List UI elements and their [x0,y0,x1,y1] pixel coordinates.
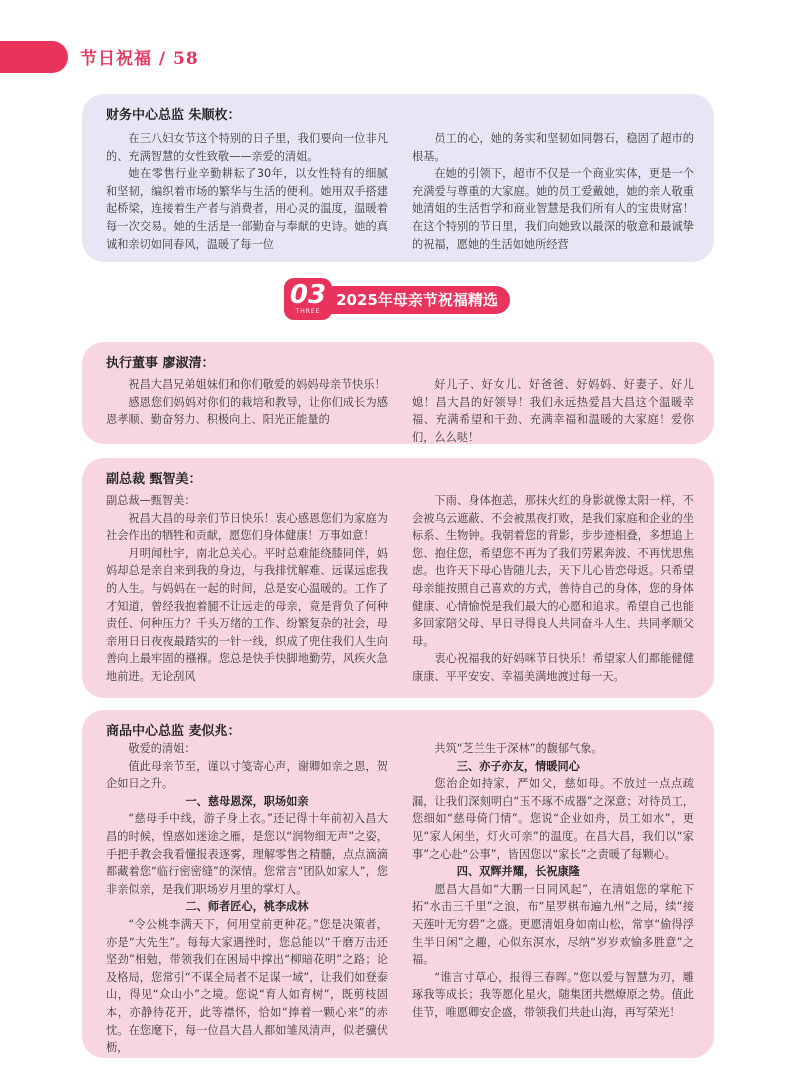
message-column-left [106,130,388,253]
page-header-title: 节日祝福 / 58 [80,49,199,69]
paragraph: 副总裁—甄智美： [106,494,196,507]
paragraph: 祝昌大昌兄弟姐妹们和你们敬爱的妈妈母亲节快乐！ [128,378,386,391]
paragraph: “令公桃李满天下，何用堂前更种花。”您是决策者，亦是“大先生”。每每大家遇挫时，您总能以“千磨万击还坚劲”相勉，带领我们在困局中撑出“柳暗花明”之路；论及格局，您常引“不谋全局者不足谋一域”，让我们如登泰山，得见“众山小”之境。您说“育人如育树”，既剪枝固本，亦静待花开，此等襟怀，恰如“捧着一颗心来”的赤忱。在您麾下，每一位昌大昌人都如雏凤清声，似老骥伏枥， [106,917,388,1055]
author-name: 执行董事 廖淑清： [106,356,215,371]
author-name: 财务中心总监 朱顺枚： [106,108,241,123]
paragraph: 敬爱的清姐： [128,742,196,755]
section-heading [284,276,524,324]
author-name: 商品中心总监 麦似兆： [106,724,241,739]
paragraph: 在她的引领下，超市不仅是一个商业实体，更是一个充满爱与尊重的大家庭。她的员工爱戴她，她的亲人敬重她清姐的生活哲学和商业智慧是我们所有人的宝贵财富！在这个特别的节日里，我们向她致以最深的敬意和最诚挚的祝福，愿她的生活如她所经营 [412,167,694,251]
paragraph: 感恩您们妈妈对你们的栽培和教导，让你们成长为感恩孝顺、勤奋努力、积极向上、阳光正能量的 [106,395,388,427]
subheading: 二、师者匠心，桃李成林 [185,900,309,914]
message-box-finance [82,94,714,262]
subheading: 四、双辉并耀，长祝康隆 [456,865,580,879]
message-column-left [106,492,388,686]
message-column-right [412,130,694,253]
subheading: 一、慈母恩深，职场如亲 [185,794,309,808]
paragraph: 她在零售行业辛勤耕耘了30年，以女性特有的细腻和坚韧，编织着市场的繁华与生活的便利。她用双手搭建起桥梁，连接着生产者与消费者，用心灵的温度，温暖着每一次交易。她的生活是一部勤奋与奉献的史诗。她的真诚和亲切如同春风，温暖了每一位 [106,167,388,251]
message-box-merchandise [82,710,714,1058]
paragraph: “慈母手中线，游子身上衣。”还记得十年前初入昌大昌的时候，惶惑如迷途之雁，是您以“润物细无声”之姿，手把手教会我看懂报表逐雾，理解零售之精髓，点点滴滴都藏着您“临行密密缝”的深情。您常言“团队如家人”，您非亲似亲，是我们职场岁月里的掌灯人。 [106,812,388,896]
message-column-right [412,740,694,1022]
paragraph: 下雨、身体抱恙，那抹火红的身影就像太阳一样，不会被乌云遮蔽、不会被黑夜打败，是我们家庭和企业的坐标系、生物钟。我朝着您的背影，步步迹相叠，多想追上您、抱住您，希望您不再为了我们劳累奔波、不再忧思焦虑。也许天下母心皆随儿去，天下儿心皆恋母返。只希望母亲能按照自己喜欢的方式，善待自己的身体，您的身体健康、心情愉悦是我们最大的心愿和追求。希望自己也能多回家陪父母、早日寻得良人共同奋斗人生、共同孝顺父母。 [412,494,694,648]
paragraph: 员工的心，她的务实和坚韧如同磐石，稳固了超市的根基。 [412,132,694,163]
header-accent-bar [0,41,68,73]
message-box-vice-president [82,458,714,698]
author-name: 副总裁 甄智美： [106,472,202,487]
paragraph: 月明闻杜宇，南北总关心。平时总难能绕膝同伴，妈妈却总是亲自来到我的身边，与我排忧解难、远谋远虑我的人生。与妈妈在一起的时间，总是安心温暖的。工作了才知道，曾经我抱着腿不让远走的母亲，竟是背负了何种责任、何种压力？千头万绪的工作、纷繁复杂的社会，母亲用日日夜夜最踏实的一针一线，织成了兜住我们人生向善向上最牢固的襁褓。您总是快手快脚地勤劳，风疾火急地前进。无论刮风 [106,546,388,683]
message-box-director [82,342,714,444]
message-column-left [106,740,388,1057]
subheading: 三、亦子亦友，情暖同心 [456,759,580,773]
paragraph: “谁言寸草心，报得三春晖。”您以爱与智慧为刃，雕琢我等成长；我等愿化星火，随集团共燃燎原之势。值此佳节，唯愿卿安企盛，带领我们共赴山海，再写荣光！ [412,970,694,1019]
message-column-left [106,376,388,429]
paragraph: 您治企如持家，严如父，慈如母。不放过一点点疏漏，让我们深刻明白“玉不琢不成器”之深意；对待员工，您细如“慈母倚门情”。您说“企业如舟，员工如水”，更见“家人闲坐，灯火可亲”的温度。在昌大昌，我们以“家事”之心赴“公事”，皆因您以“家长”之责暖了每颗心。 [412,777,694,861]
section-number: 03 [284,278,332,320]
paragraph: 愿昌大昌如“大鹏一日同风起”，在清姐您的掌舵下拓“水击三千里”之浪，布“星罗棋布遍九州”之局，续“接天莲叶无穷碧”之盛。更愿清姐身如南山松，常享“偷得浮生半日闲”之趣，心似东溟水，尽纳“岁岁欢愉多胜意”之福。 [412,882,694,967]
section-number-caption: THREE [295,308,321,315]
paragraph: 在三八妇女节这个特别的日子里，我们要向一位非凡的、充满智慧的女性致敬——亲爱的清姐。 [106,132,388,163]
paragraph: 衷心祝福我的好妈咪节日快乐！希望家人们都能健健康康、平平安安、幸福美满地渡过每一天。 [412,652,694,683]
paragraph: 祝昌大昌的母亲们节日快乐！衷心感恩您们为家庭为社会作出的牺牲和贡献，愿您们身体健康！万事如意！ [106,511,388,543]
paragraph: 值此母亲节至，谨以寸笺寄心声，谢卿如亲之恩，贺企如日之升。 [106,759,388,791]
paragraph: 好儿子、好女儿、好爸爸、好妈妈、好妻子、好儿媳！昌大昌的好领导！我们永远热爱昌大昌这个温暖幸福、充满希望和干劲、充满幸福和温暖的大家庭！爱你们，么么哒！ [412,378,694,444]
section-title: 2025年母亲节祝福精选 [324,286,510,314]
paragraph: 共筑“芝兰生于深林”的馥郁气象。 [434,742,603,755]
message-column-right [412,492,694,686]
message-column-right [412,376,694,446]
